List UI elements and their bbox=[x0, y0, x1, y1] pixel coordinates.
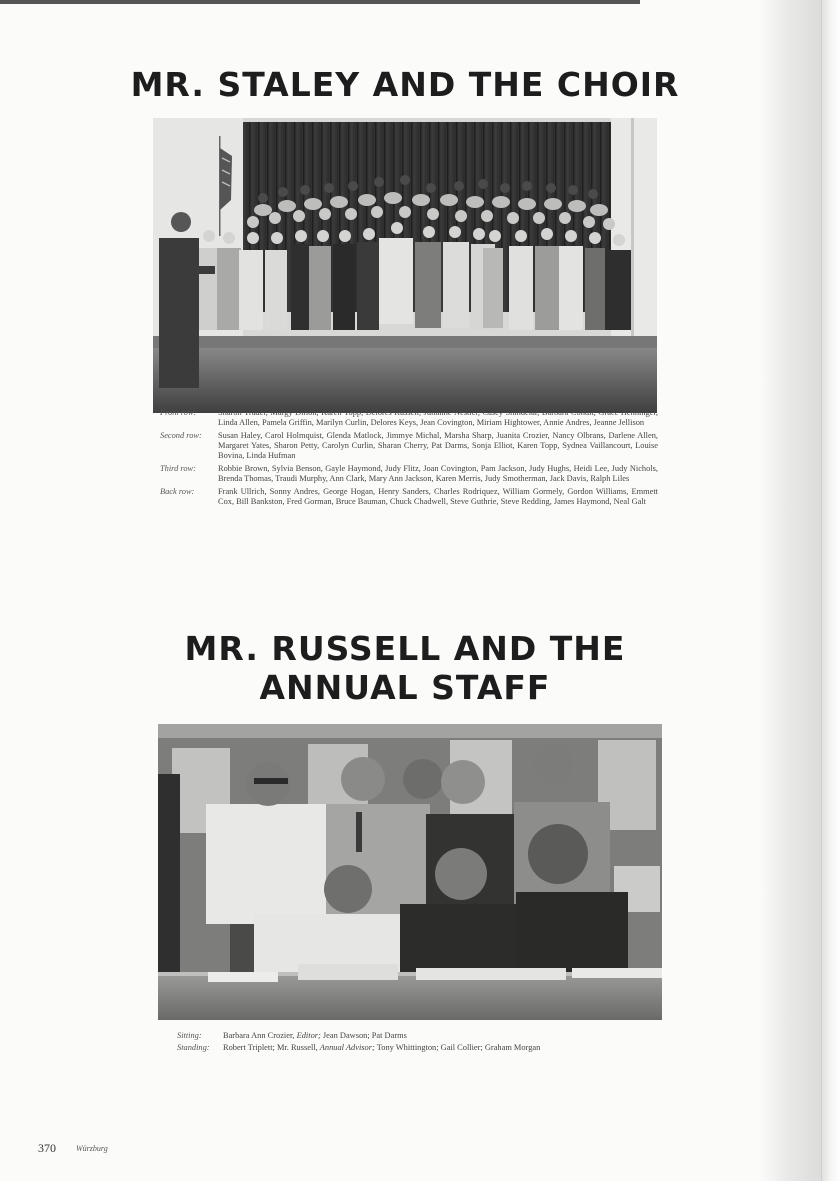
annual-staff-caption bbox=[177, 1031, 657, 1055]
row-names bbox=[223, 1043, 657, 1053]
row-label: Standing: bbox=[177, 1043, 210, 1053]
page-number: 370 bbox=[38, 1141, 56, 1155]
page-gutter-shadow bbox=[760, 0, 840, 1181]
binding-line bbox=[821, 0, 822, 1181]
caption-row-third bbox=[160, 464, 658, 484]
publication-name: Würzburg bbox=[76, 1144, 108, 1153]
row-label: Back row: bbox=[160, 487, 195, 497]
role: Editor; bbox=[296, 1031, 321, 1040]
row-names: Frank Ullrich, Sonny Andres, George Hogan, Henry Sanders, Charles Rodriquez, William Gormely, Gordon Williams, Emmett Cox, Bill Bankston, Fred Gorman, Bruce Bauman, Chuck Chadwell, Steve Guthrie, Steve Redding, James Haymond, Neal Galt bbox=[218, 487, 658, 507]
row-label: Front row: bbox=[160, 408, 197, 417]
row-names: Robbie Brown, Sylvia Benson, Gayle Haymond, Judy Flitz, Joan Covington, Pam Jackson, Judy Hughs, Heidi Lee, Judy Nichols, Brenda Thomas, Traudi Murphy, Ann Clark, Mary Ann Jackson, Karen Merris, Judy Smotherman, Jack Davis, Ralph Liles bbox=[218, 464, 658, 484]
row-label: Third row: bbox=[160, 464, 196, 474]
name: Tony Whittington; Gail Collier; Graham Morgan bbox=[376, 1043, 541, 1053]
row-label: Sitting: bbox=[177, 1031, 202, 1040]
row-names: Susan Haley, Carol Holmquist, Glenda Matlock, Jimmye Michal, Marsha Sharp, Juanita Crozier, Nancy Olbrans, Darlene Allen, Margaret Yates, Sharon Petty, Carolyn Curlin, Sharan Cherry, Pat Darms, Sonja Elliot, Karen Topp, Sydnea Vaillancourt, Louise Bovina, Linda Hufman bbox=[218, 431, 658, 461]
caption-row-front bbox=[160, 408, 658, 428]
annual-staff-group-photo bbox=[158, 724, 662, 1020]
caption-row-standing bbox=[177, 1043, 657, 1053]
title-line-1: MR. RUSSELL AND THE bbox=[184, 629, 626, 668]
caption-row-sitting bbox=[177, 1031, 657, 1041]
choir-caption bbox=[160, 408, 658, 510]
title-line-2: ANNUAL STAFF bbox=[259, 667, 551, 707]
caption-row-second bbox=[160, 431, 658, 462]
name: Barbara Ann Crozier, bbox=[223, 1031, 295, 1040]
name: Jean Dawson; Pat Darms bbox=[322, 1031, 407, 1040]
role: Annual Advisor; bbox=[319, 1043, 375, 1053]
row-label: Second row: bbox=[160, 431, 202, 440]
choir-section-title: MR. STALEY AND THE CHOIR bbox=[130, 65, 680, 104]
row-names bbox=[223, 1031, 657, 1041]
caption-row-back bbox=[160, 487, 658, 507]
top-edge-rule bbox=[0, 0, 640, 4]
name: Robert Triplett; Mr. Russell, bbox=[223, 1043, 318, 1053]
choir-group-photo bbox=[153, 118, 657, 413]
row-names: Sharon Trader, Margy Dillon, Karen Topp, Delores Russell, Julianne Nestler, Casey Shindelar, Barbara Condit, Grace Henninger, Linda Allen, Pamela Griffin, Marilyn Curlin, Delores Keys, Jean Covington, Miriam Hightower, Annie Andres, Jeanne Jellison bbox=[218, 408, 658, 428]
annual-staff-section-title bbox=[0, 630, 810, 708]
